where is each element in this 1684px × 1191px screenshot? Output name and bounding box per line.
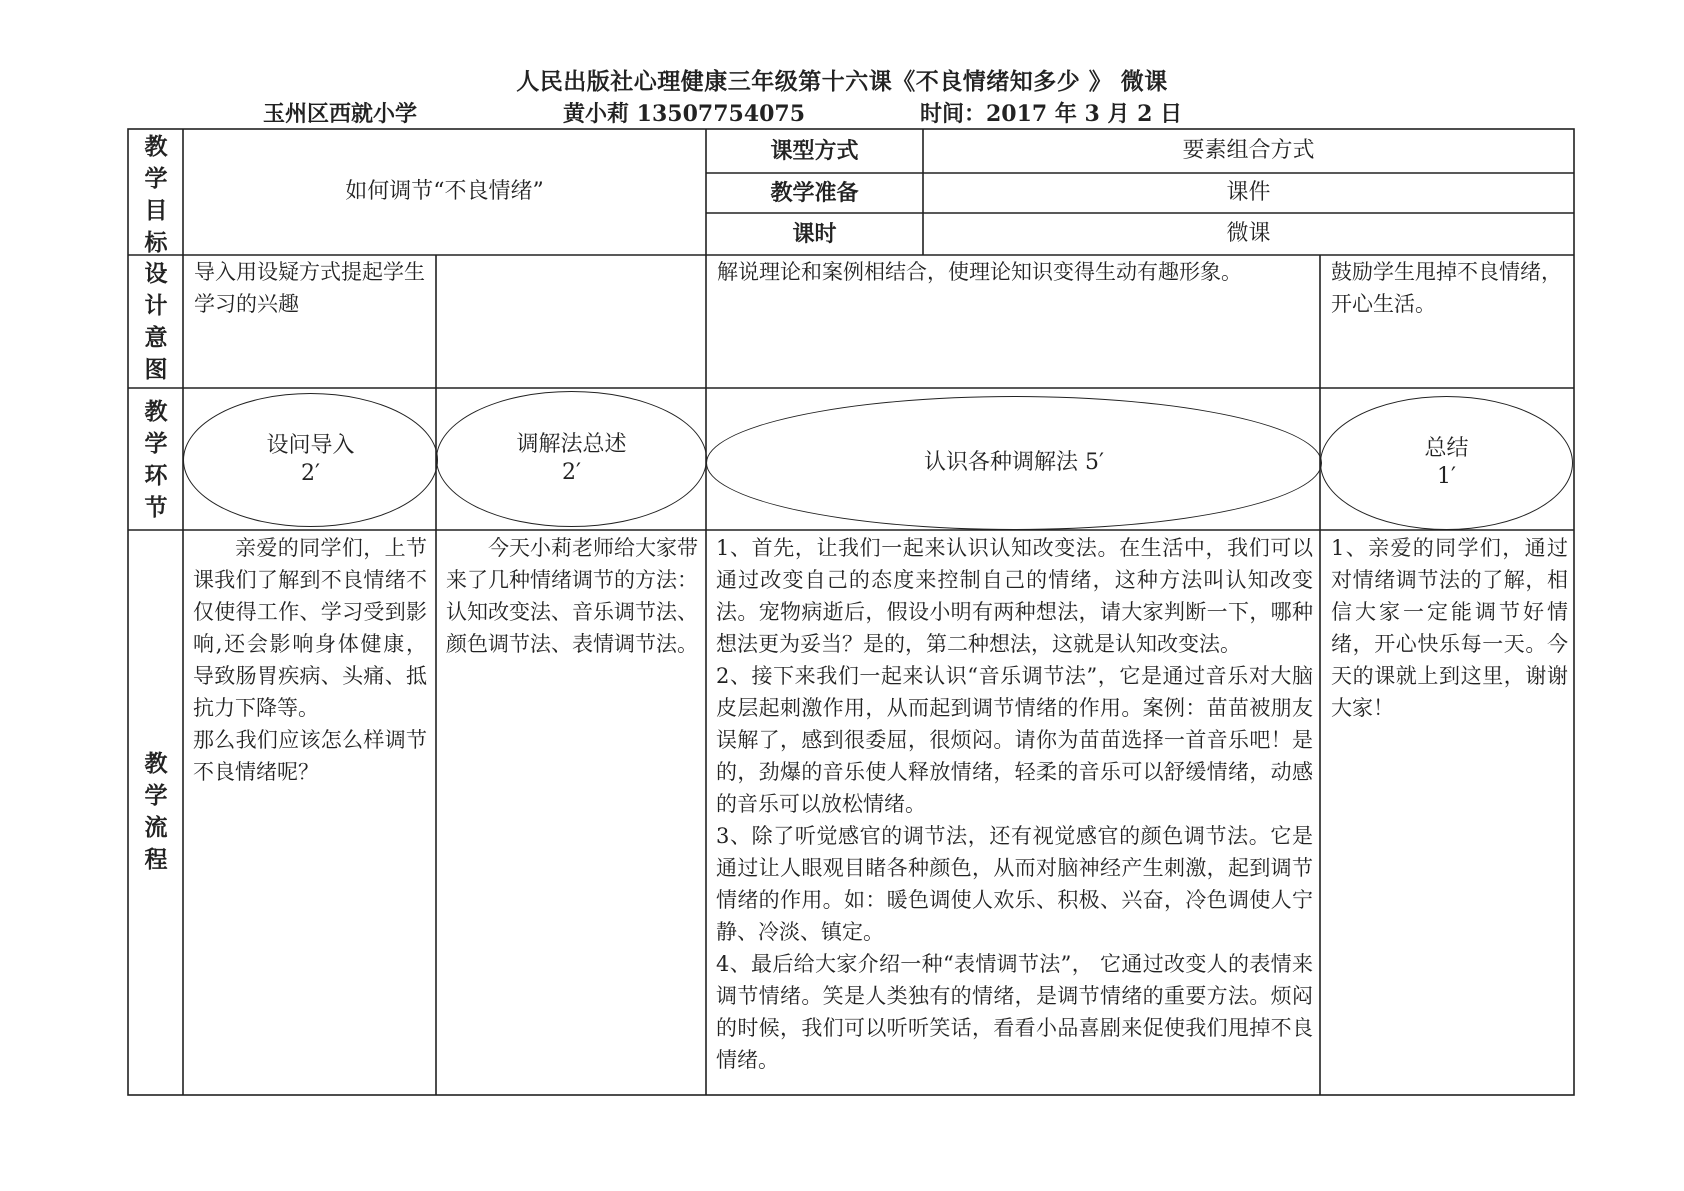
school-name: 玉州区西就小学 xyxy=(263,101,418,127)
process-methods xyxy=(716,532,1313,1092)
info-value-prep: 课件 xyxy=(1226,180,1271,205)
info-value-type: 要素组合方式 xyxy=(1182,138,1315,163)
goal-label: 教学目标 xyxy=(144,133,168,256)
method-color: 3、除了听觉感官的调节法，还有视觉感官的颜色调节法。它是通过让人眼观目睹各种颜色，从而对脑神经产生刺激，起到调节情绪的作用。如：暖色调使人欢乐、积极、兴奋，冷色调使人宁静、冷淡、镇定。 xyxy=(716,824,1313,944)
design-summary: 鼓励学生甩掉不良情绪，开心生活。 xyxy=(1331,260,1562,316)
process-overview: 今天小莉老师给大家带来了几种情绪调节的方法：认知改变法、音乐调节法、颜色调节法、表情调节法。 xyxy=(446,536,698,656)
lesson-date: 时间：2017 年 3 月 2 日 xyxy=(920,101,1183,127)
info-value-period: 微课 xyxy=(1226,221,1271,246)
stage-oval-summary xyxy=(1320,396,1573,530)
stage-time: 1′ xyxy=(1437,464,1456,489)
stage-name: 总结 xyxy=(1424,436,1469,461)
goal-text: 如何调节“不良情绪” xyxy=(345,179,544,204)
stage-oval-overview xyxy=(436,391,707,527)
design-intro: 导入用设疑方式提起学生学习的兴趣 xyxy=(194,260,425,316)
stage-name: 设问导入 xyxy=(266,433,355,458)
info-key-period: 课时 xyxy=(792,221,837,247)
stage-name: 认识各种调解法 5′ xyxy=(924,450,1104,475)
info-key-prep: 教学准备 xyxy=(770,180,859,206)
method-music: 2、接下来我们一起来认识“音乐调节法”，它是通过音乐对大脑皮层起刺激作用，从而起到调节情绪的作用。案例：苗苗被朋友误解了，感到很委屈，很烦闷。请你为苗苗选择一首音乐吧！是的，劲爆的音乐使人释放情绪，轻柔的音乐可以舒缓情绪，动感的音乐可以放松情绪。 xyxy=(716,664,1313,816)
stage-time: 2′ xyxy=(562,460,581,485)
info-key-type: 课型方式 xyxy=(770,138,859,164)
method-expression: 4、最后给大家介绍一种“表情调节法”， 它通过改变人的表情来调节情绪。笑是人类独有的情绪，是调节情绪的重要方法。烦闷的时候，我们可以听听笑话，看看小品喜剧来促使我们甩掉不良情绪。 xyxy=(716,952,1313,1072)
process-label: 教学流程 xyxy=(144,750,168,873)
stage-oval-methods xyxy=(706,396,1322,530)
design-methods: 解说理论和案例相结合，使理论知识变得生动有趣形象。 xyxy=(717,260,1242,284)
process-intro-para-2: 那么我们应该怎么样调节不良情绪呢？ xyxy=(193,728,427,784)
method-cognitive: 1、首先，让我们一起来认识认知改变法。在生活中，我们可以通过改变自己的态度来控制自己的情绪，这种方法叫认知改变法。宠物病逝后，假设小明有两种想法，请大家判断一下，哪种想法更为妥当？是的，第二种想法，这就是认知改变法。 xyxy=(716,536,1313,656)
process-summary: 1、亲爱的同学们，通过对情绪调节法的了解，相信大家一定能调节好情绪，开心快乐每一天。今天的课就上到这里，谢谢大家！ xyxy=(1331,536,1568,720)
stage-time: 2′ xyxy=(301,461,320,486)
process-intro xyxy=(193,532,427,1092)
stage-oval-intro xyxy=(183,393,438,527)
document-title: 人民出版社心理健康三年级第十六课《不良情绪知多少 》 微课 xyxy=(516,68,1168,95)
design-label: 设计意图 xyxy=(144,260,168,383)
design-overview xyxy=(446,256,702,384)
teacher-info: 黄小莉 13507754075 xyxy=(563,101,806,127)
process-intro-para-1: 亲爱的同学们，上节课我们了解到不良情绪不仅使得工作、学习受到影响,还会影响身体健康，导致肠胃疾病、头痛、抵抗力下降等。 xyxy=(193,536,427,720)
stages-label: 教学环节 xyxy=(144,398,168,521)
stage-name: 调解法总述 xyxy=(516,432,627,457)
